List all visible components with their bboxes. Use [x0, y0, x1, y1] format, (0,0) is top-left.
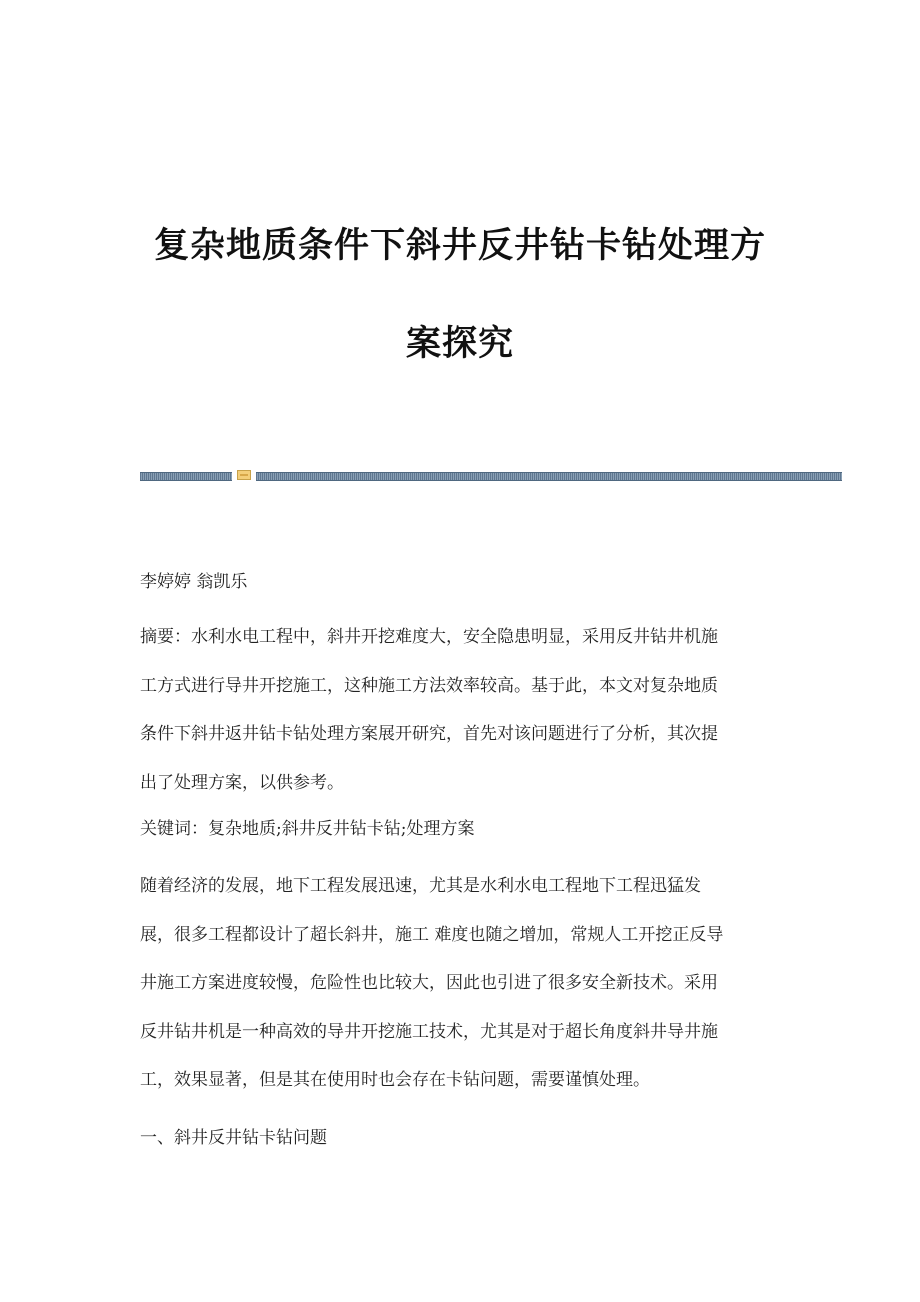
- document-title-line-2: 案探究: [405, 324, 514, 364]
- abstract-line: 摘要：水利水电工程中，斜井开挖难度大，安全隐患明显，采用反井钻井机施: [140, 627, 718, 647]
- body-paragraph: [140, 862, 780, 1105]
- document-title-line-1: 复杂地质条件下斜井反井钻卡钻处理方: [153, 226, 766, 266]
- divider-ornament-icon: [237, 470, 251, 480]
- body-line: 随着经济的发展，地下工程发展迅速，尤其是水利水电工程地下工程迅猛发: [140, 876, 701, 896]
- abstract: [140, 613, 780, 807]
- abstract-line: 出了处理方案，以供参考。: [140, 772, 344, 793]
- authors: 李婷婷 翁凯乐: [140, 572, 248, 592]
- divider-bar-left: [140, 472, 232, 481]
- title-divider: [140, 469, 842, 481]
- divider-bar-right: [256, 472, 842, 481]
- abstract-line: 条件下斜井返井钻卡钻处理方案展开研究，首先对该问题进行了分析，其次提: [140, 724, 718, 744]
- section-heading: 一、斜井反井钻卡钻问题: [140, 1128, 327, 1148]
- body-line: 展，很多工程都设计了超长斜井，施工 难度也随之增加，常规人工开挖正反导: [140, 924, 724, 945]
- abstract-line: 工方式进行导井开挖施工，这种施工方法效率较高。基于此，本文对复杂地质: [140, 675, 718, 696]
- body-line: 井施工方案进度较慢，危险性也比较大，因此也引进了很多安全新技术。采用: [140, 973, 718, 993]
- body-line: 工，效果显著，但是其在使用时也会存在卡钻问题，需要谨慎处理。: [140, 1070, 650, 1090]
- body-line: 反井钻井机是一种高效的导井开挖施工技术，尤其是对于超长角度斜井导井施: [140, 1021, 718, 1042]
- keywords: 关键词：复杂地质;斜井反井钻卡钻;处理方案: [140, 819, 475, 839]
